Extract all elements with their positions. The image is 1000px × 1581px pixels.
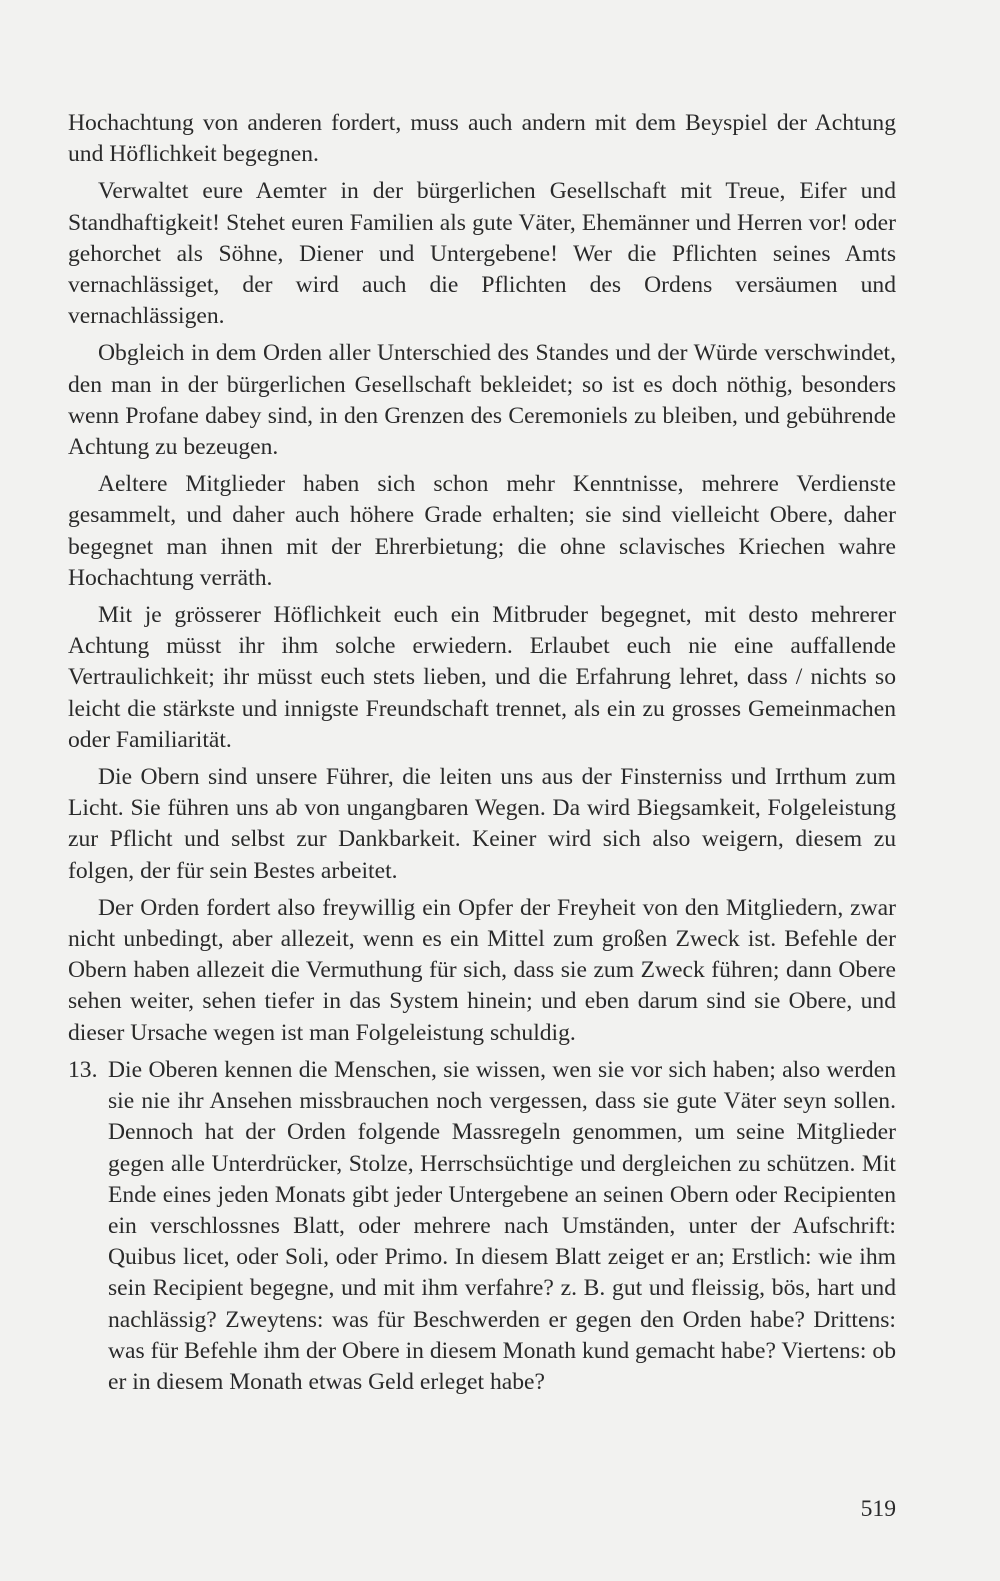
paragraph-1: Hochachtung von anderen fordert, muss auch andern mit dem Beyspiel der Achtung und Höflichkeit begegnen. <box>68 110 896 168</box>
item-number: 13. <box>68 1056 98 1083</box>
numbered-item-13 <box>68 1055 896 1398</box>
page-number: 519 <box>860 1496 896 1522</box>
paragraph-5: Mit je grösserer Höflichkeit euch ein Mitbruder begegnet, mit desto mehrerer Achtung müsst ihr ihm solche erwiedern. Erlaubet euch nie eine auffallende Vertraulichkeit; ihr müsst euch stets lieben, und die Erfahrung lehret, dass / nichts so leicht die stärkste und innigste Freundschaft trennet, als ein zu grosses Gemeinmachen oder Familiarität. <box>68 602 896 753</box>
page-body <box>68 108 896 1398</box>
paragraph-2: Verwaltet eure Aemter in der bürgerlichen Gesellschaft mit Treue, Eifer und Standhaftigkeit! Stehet euren Familien als gute Väter, Ehemänner und Herren vor! oder gehorchet als Söhne, Diener und Untergebene! Wer die Pflichten seines Amts vernachlässiget, der wird auch die Pflichten des Ordens versäumen und vernachlässigen. <box>68 178 896 330</box>
paragraph-3: Obgleich in dem Orden aller Unterschied des Standes und der Würde verschwindet, den man in der bürgerlichen Gesellschaft bekleidet; so ist es doch nöthig, besonders wenn Profane dabey sind, in den Grenzen des Ceremoniels zu bleiben, und gebührende Achtung zu bezeugen. <box>68 340 896 461</box>
paragraph-4: Aeltere Mitglieder haben sich schon mehr Kenntnisse, mehrere Verdienste gesammelt, und daher auch höhere Grade erhalten; sie sind vielleicht Obere, daher begegnet man ihnen mit der Ehrerbietung; die ohne sclavisches Kriechen wahre Hochachtung verräth. <box>68 471 896 591</box>
paragraph-6: Die Obern sind unsere Führer, die leiten uns aus der Finsterniss und Irrthum zum Licht. Sie führen uns ab von ungangbaren Wegen. Da wird Biegsamkeit, Folgeleistung zur Pflicht und selbst zur Dankbarkeit. Keiner wird sich also weigern, diesem zu folgen, der für sein Bestes arbeitet. <box>68 764 896 884</box>
paragraph-7: Der Orden fordert also freywillig ein Opfer der Freyheit von den Mitgliedern, zwar nicht unbedingt, aber allezeit, wenn es ein Mittel zum großen Zweck ist. Befehle der Obern haben allezeit die Vermuthung für sich, dass sie zum Zweck führen; dann Obere sehen weiter, sehen tiefer in das System hinein; und eben darum sind sie Obere, und dieser Ursache wegen ist man Folgeleistung schuldig. <box>68 894 896 1046</box>
item-text: Die Oberen kennen die Menschen, sie wissen, wen sie vor sich haben; also werden sie nie ihr Ansehen missbrauchen noch vergessen, dass sie gute Väter seyn sollen. Dennoch hat der Orden folgende Massregeln genommen, um seine Mitglieder gegen alle Unterdrücker, Stolze, Herrschsüchtige und dergleichen zu schützen. Mit Ende eines jeden Monats gibt jeder Untergebene an seinen Obern oder Recipienten ein verschlossnes Blatt, oder mehrere nach Umständen, unter der Aufschrift: Quibus licet, oder Soli, oder Primo. In diesem Blatt zeiget er an; Erstlich: wie ihm sein Recipient begegne, und mit ihm verfahre? z. B. gut und fleissig, bös, hart und nachlässig? Zweytens: was für Beschwerden er gegen den Orden habe? Drittens: was für Befehle ihm der Obere in diesem Monath kund gemacht habe? Viertens: ob er in diesem Monath etwas Geld erleget habe? <box>108 1056 896 1395</box>
